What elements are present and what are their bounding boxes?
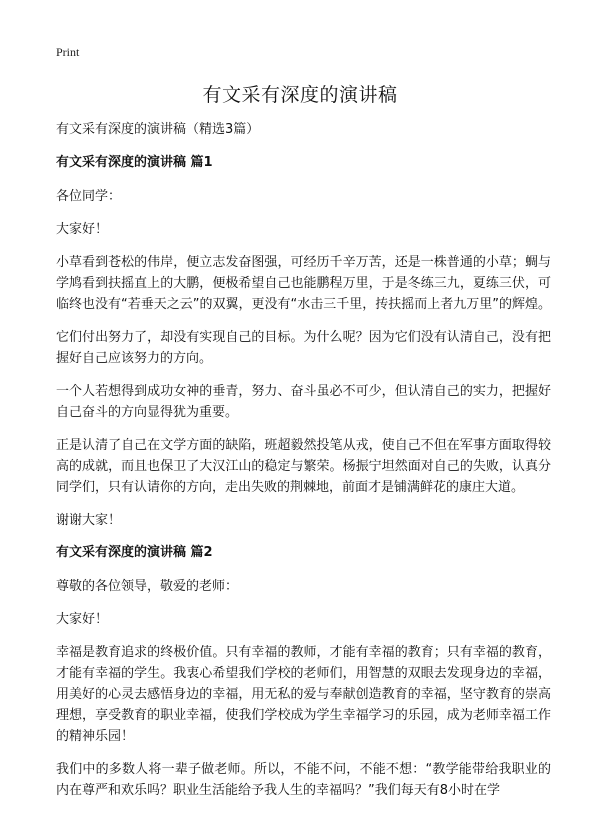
document-body	[56, 120, 551, 813]
paragraph: 幸福是教育追求的终极价值。只有幸福的教师，才能有幸福的教育；只有幸福的教育，才能有幸福的学生。我衷心希望我们学校的老师们，用智慧的双眼去发现身边的幸福，用美好的心灵去感悟身边的幸福，用无私的爱与奉献创造教育的幸福，坚守教育的崇高理想，享受教育的职业幸福，使我们学校成为学生幸福学习的乐园，成为老师幸福工作的精神乐园！	[56, 645, 551, 744]
paragraph: 大家好！	[56, 222, 109, 237]
section-heading-2: 有文采有深度的演讲稿 篇2	[56, 545, 213, 560]
document-subtitle: 有文采有深度的演讲稿（精选3篇）	[56, 122, 260, 137]
paragraph: 正是认清了自己在文学方面的缺陷，班超毅然投笔从戎，使自己不但在军事方面取得较高的成就，而且也保卫了大汉江山的稳定与繁荣。杨振宁坦然面对自己的失败，认真分同学们，只有认请你的方向，走出失败的荆棘地，前面才是铺满鲜花的康庄大道。	[56, 438, 551, 495]
paragraph: 一个人若想得到成功女神的垂青，努力、奋斗虽必不可少，但认清自己的实力，把握好自己奋斗的方向显得犹为重要。	[56, 384, 551, 420]
paragraph: 我们中的多数人将一辈子做老师。所以，不能不问，不能不想：“教学能带给我职业的内在尊严和欢乐吗？职业生活能给予我人生的幸福吗？”我们每天有8小时在学	[56, 762, 551, 798]
paragraph: 谢谢大家！	[56, 513, 122, 528]
paragraph: 各位同学：	[56, 189, 122, 204]
paragraph: 大家好！	[56, 612, 109, 627]
page-title: 有文采有深度的演讲稿	[202, 84, 398, 106]
paragraph: 小草看到苍松的伟岸，便立志发奋图强，可经历千辛万苦，还是一株普通的小草；蜩与学鸠看到扶摇直上的大鹏，便极希望自己也能鹏程万里，于是冬练三九，夏练三伏，可临终也没有“若垂天之云”的双翼，更没有“水击三千里，抟扶摇而上者九万里”的辉煌。	[56, 255, 551, 312]
print-link[interactable]: Print	[56, 45, 80, 59]
section-heading-1: 有文采有深度的演讲稿 篇1	[56, 155, 213, 170]
paragraph: 尊敬的各位领导，敬爱的老师：	[56, 579, 239, 594]
paragraph: 它们付出努力了，却没有实现自己的目标。为什么呢？因为它们没有认清自己，没有把握好自己应该努力的方向。	[56, 330, 551, 366]
